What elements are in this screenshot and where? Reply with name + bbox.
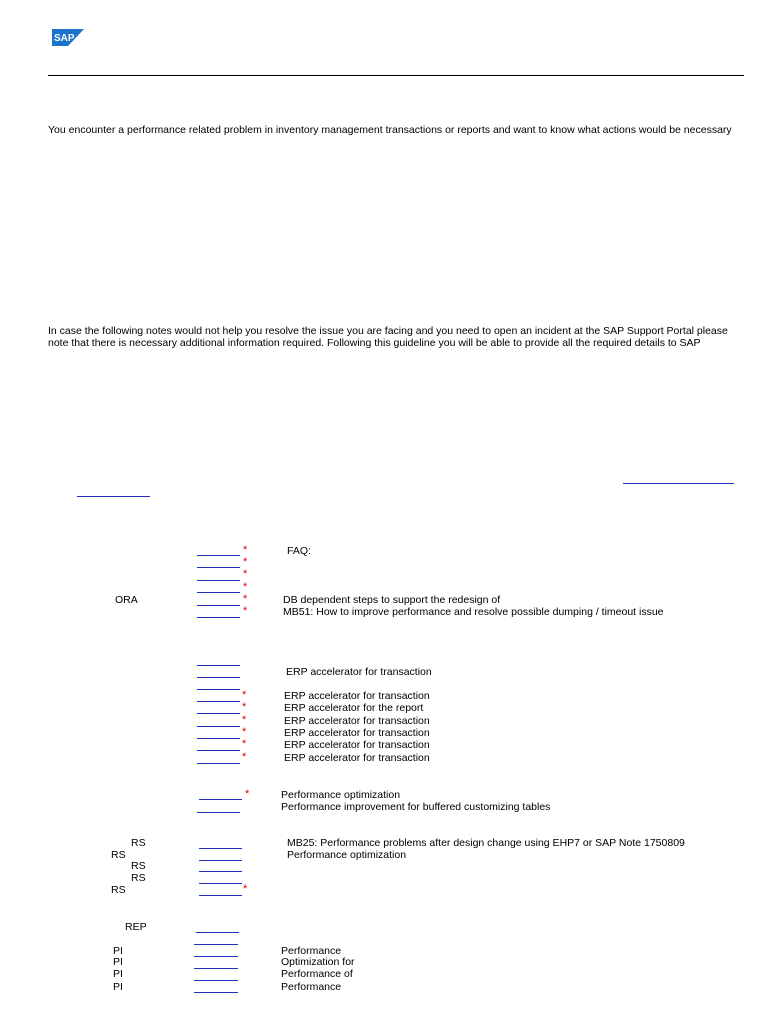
note-title: FAQ: xyxy=(287,545,311,557)
required-star: * xyxy=(242,701,247,713)
note-link[interactable] xyxy=(199,799,242,800)
note-link[interactable] xyxy=(197,555,240,556)
required-star: * xyxy=(243,544,248,556)
sap-logo xyxy=(52,29,84,46)
component-tag: RS xyxy=(131,860,146,872)
component-tag: PI xyxy=(113,968,123,980)
note-title: Performance xyxy=(281,981,342,993)
note-link[interactable] xyxy=(197,812,240,813)
component-tag: PI xyxy=(113,981,123,993)
component-tag: RS xyxy=(131,872,146,884)
note-title: Optimization for xyxy=(281,956,355,968)
required-star: * xyxy=(242,726,247,738)
note-link[interactable] xyxy=(197,617,240,618)
note-link[interactable] xyxy=(197,665,240,666)
note-title: Performance improvement for buffered customizing tables xyxy=(281,801,551,813)
note-link[interactable] xyxy=(199,860,242,861)
note-link[interactable] xyxy=(199,848,242,849)
required-star: * xyxy=(245,788,250,800)
note-link[interactable] xyxy=(197,701,240,702)
note-title: ERP accelerator for transaction xyxy=(286,666,432,678)
required-star: * xyxy=(243,581,248,593)
note-link[interactable] xyxy=(197,713,240,714)
note-title: MB25: Performance problems after design change using EHP7 or SAP Note 1750809 xyxy=(287,837,685,849)
support-paragraph-line2: note that there is necessary additional information required. Following this guideline you will be able to provide all the required details to SAP xyxy=(48,337,701,349)
component-tag: PI xyxy=(113,945,123,957)
component-tag: RS xyxy=(131,837,146,849)
note-link[interactable] xyxy=(197,580,240,581)
required-star: * xyxy=(242,738,247,750)
intro-paragraph: You encounter a performance related problem in inventory management transactions or reports and want to know what actions would be necessary xyxy=(48,124,732,136)
note-link[interactable] xyxy=(194,944,238,945)
note-link[interactable] xyxy=(197,750,240,751)
note-link[interactable] xyxy=(197,763,240,764)
note-title: DB dependent steps to support the redesign of xyxy=(283,594,501,606)
required-star: * xyxy=(242,751,247,763)
component-tag: PI xyxy=(113,956,123,968)
note-link[interactable] xyxy=(197,677,240,678)
required-star: * xyxy=(242,689,247,701)
note-title: ERP accelerator for transaction xyxy=(284,739,430,751)
note-link[interactable] xyxy=(194,980,238,981)
note-link[interactable] xyxy=(199,895,242,896)
note-link[interactable] xyxy=(197,567,240,568)
note-link[interactable] xyxy=(194,992,238,993)
required-star: * xyxy=(243,605,248,617)
note-title: Performance xyxy=(281,945,342,957)
note-title: Performance optimization xyxy=(287,849,407,861)
required-star: * xyxy=(242,714,247,726)
note-title: MB51: How to improve performance and resolve possible dumping / timeout issue xyxy=(283,606,664,618)
guideline-link[interactable] xyxy=(77,496,150,497)
note-title: ERP accelerator for transaction xyxy=(284,752,430,764)
note-title: ERP accelerator for transaction xyxy=(284,727,430,739)
component-tag: RS xyxy=(111,849,126,861)
note-link[interactable] xyxy=(197,689,240,690)
note-link[interactable] xyxy=(197,726,240,727)
svg-text:SAP: SAP xyxy=(54,33,75,44)
note-title: ERP accelerator for transaction xyxy=(284,690,430,702)
note-title: ERP accelerator for the report xyxy=(284,702,424,714)
note-title: ERP accelerator for transaction xyxy=(284,715,430,727)
required-star: * xyxy=(243,556,248,568)
required-star: * xyxy=(243,883,248,895)
note-title: Performance optimization xyxy=(281,789,401,801)
note-title: Performance of xyxy=(281,968,353,980)
component-tag: REP xyxy=(125,921,147,933)
header-rule xyxy=(48,75,744,76)
required-star: * xyxy=(243,568,248,580)
note-link[interactable] xyxy=(197,592,240,593)
note-link[interactable] xyxy=(197,605,240,606)
required-star: * xyxy=(243,593,248,605)
db-tag: ORA xyxy=(115,594,138,606)
note-link[interactable] xyxy=(199,883,242,884)
note-link[interactable] xyxy=(199,871,242,872)
support-paragraph-line1: In case the following notes would not help you resolve the issue you are facing and you need to open an incident at the SAP Support Portal please xyxy=(48,325,728,337)
note-link[interactable] xyxy=(194,956,238,957)
note-link[interactable] xyxy=(194,968,238,969)
portal-link[interactable] xyxy=(623,483,734,484)
component-tag: RS xyxy=(111,884,126,896)
note-link[interactable] xyxy=(196,932,239,933)
note-link[interactable] xyxy=(197,738,240,739)
